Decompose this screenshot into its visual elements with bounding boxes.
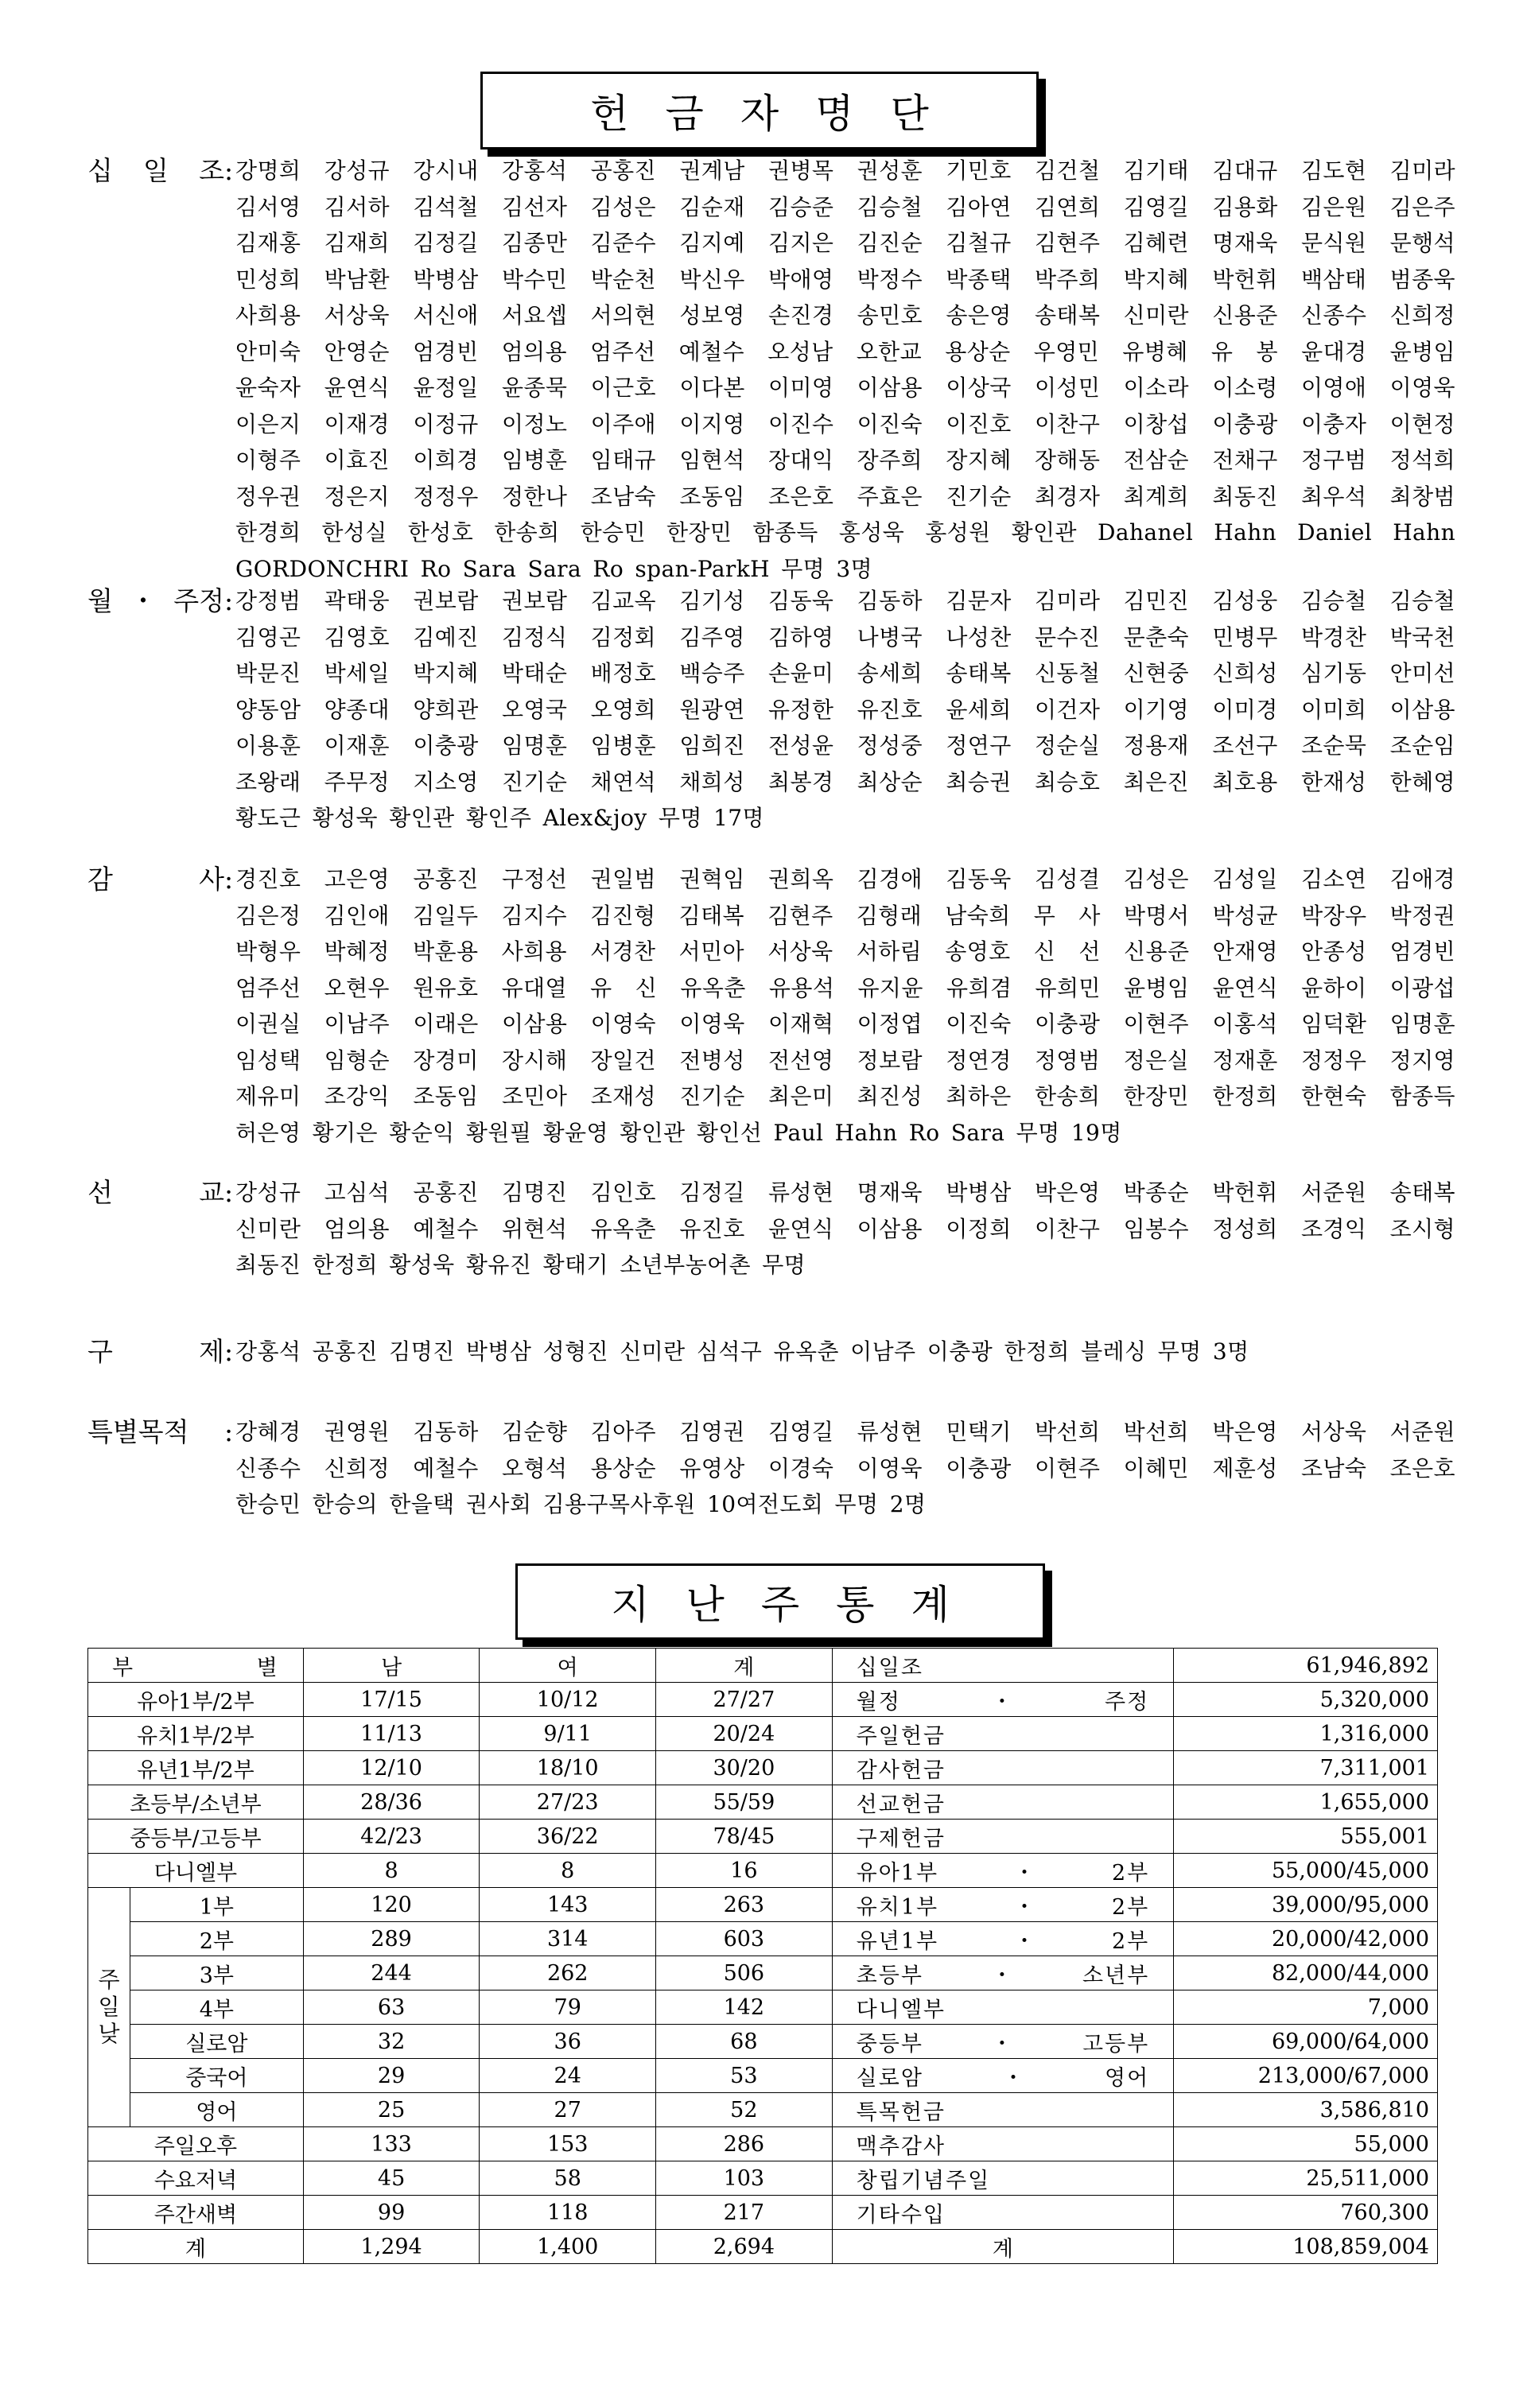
table-row <box>88 2196 1438 2230</box>
section-special <box>87 1414 1455 1523</box>
female-count: 118 <box>480 2196 656 2230</box>
donor-line: 임성택 임형순 장경미 장시해 장일건 전병성 전선영 정보람 정연경 정영범 정은실 정재훈 정정우 정지영 <box>235 1047 1455 1074</box>
total-count: 263 <box>656 1888 833 1922</box>
dept-name: 유년1부/2부 <box>88 1751 304 1785</box>
section-thanks <box>87 861 1455 1151</box>
donor-line: 강명희 강성규 강시내 강홍석 공홍진 권계남 권병목 권성훈 기민호 김건철 김기태 김대규 김도현 김미라 <box>235 157 1455 184</box>
donor-line: 김서영 김서하 김석철 김선자 김성은 김순재 김승준 김승철 김아연 김연희 김영길 김용화 김은원 김은주 <box>235 193 1455 220</box>
offering-category: 감사헌금 <box>832 1751 1174 1785</box>
female-count: 314 <box>480 1922 656 1956</box>
donor-line: 양동암 양종대 양희관 오영국 오영희 원광연 유정한 유진호 윤세희 이건자 이기영 이미경 이미희 이삼용 <box>235 696 1455 723</box>
offering-category: 선교헌금 <box>832 1785 1174 1820</box>
table-row <box>88 1888 1438 1922</box>
female-count: 18/10 <box>480 1751 656 1785</box>
donor-line: 조왕래 주무정 지소영 진기순 채연석 채희성 최봉경 최상순 최승권 최승호 최은진 최호용 한재성 한혜영 <box>235 768 1455 795</box>
table-row <box>88 1683 1438 1717</box>
donor-names <box>235 1414 1455 1523</box>
donor-line: 허은영 황기은 황순익 황원필 황윤영 황인관 황인선 Paul Hahn Ro Sara 무명 19명 <box>235 1119 1122 1146</box>
total-count: 142 <box>656 1990 833 2025</box>
section-colon: : <box>224 1416 234 1447</box>
grand-total-count: 2,694 <box>656 2230 833 2264</box>
male-count: 32 <box>303 2025 480 2059</box>
section-colon: : <box>224 864 234 895</box>
dept-name: 3부 <box>130 1956 303 1990</box>
donor-line: 이은지 이재경 이정규 이정노 이주애 이지영 이진수 이진숙 이진호 이찬구 이창섭 이충광 이충자 이현정 <box>235 410 1455 437</box>
dept-name: 2부 <box>130 1922 303 1956</box>
total-count: 53 <box>656 2059 833 2093</box>
dept-name: 4부 <box>130 1990 303 2025</box>
total-count: 16 <box>656 1854 833 1888</box>
female-count: 79 <box>480 1990 656 2025</box>
donor-names <box>235 861 1455 1151</box>
offering-category: 특목헌금 <box>832 2093 1174 2127</box>
donor-line: 김은정 김인애 김일두 김지수 김진형 김태복 김현주 김형래 남숙희 무 사 박명서 박성균 박장우 박정권 <box>235 902 1455 929</box>
male-count: 244 <box>303 1956 480 1990</box>
donor-line: 한승민 한승의 한을택 권사회 김용구목사후원 10여전도회 무명 2명 <box>235 1491 927 1517</box>
male-count: 120 <box>303 1888 480 1922</box>
donor-line: 안미숙 안영순 엄경빈 엄의용 엄주선 예철수 오성남 오한교 용상순 우영민 유병혜 유 봉 윤대경 윤병임 <box>235 338 1455 365</box>
total-count: 68 <box>656 2025 833 2059</box>
female-count: 9/11 <box>480 1717 656 1751</box>
female-count: 8 <box>480 1854 656 1888</box>
donor-line: 박문진 박세일 박지혜 박태순 배정호 백승주 손윤미 송세희 송태복 신동철 신현중 신희성 심기동 안미선 <box>235 660 1455 686</box>
offering-category: 다니엘부 <box>832 1990 1174 2025</box>
donor-line: 신미란 엄의용 예철수 위현석 유옥춘 유진호 윤연식 이삼용 이정희 이찬구 임봉수 정성희 조경익 조시형 <box>235 1215 1455 1242</box>
dept-name: 주간새벽 <box>88 2196 304 2230</box>
donor-line: 한경희 한성실 한성호 한송희 한승민 한장민 함종득 홍성욱 홍성원 황인관 Dahanel Hahn Daniel Hahn <box>235 519 1455 546</box>
offering-amount: 5,320,000 <box>1174 1683 1438 1717</box>
offering-category: 맥추감사 <box>832 2127 1174 2161</box>
offering-category: 월정・주정 <box>832 1683 1174 1717</box>
dept-name: 영어 <box>130 2093 303 2127</box>
donor-names <box>235 1334 1455 1370</box>
weekly-stats-table <box>87 1648 1438 2264</box>
donor-line: 신종수 신희정 예철수 오형석 용상순 유영상 이경숙 이영욱 이충광 이현주 이혜민 제훈성 조남숙 조은호 <box>235 1455 1455 1482</box>
total-count: 103 <box>656 2161 833 2196</box>
donor-line: 최동진 한정희 황성욱 황유진 황태기 소년부농어촌 무명 <box>235 1252 806 1278</box>
male-total: 1,294 <box>303 2230 480 2264</box>
donor-names <box>235 1175 1455 1284</box>
male-count: 11/13 <box>303 1717 480 1751</box>
dept-name: 수요저녁 <box>88 2161 304 2196</box>
female-count: 10/12 <box>480 1683 656 1717</box>
offering-category: 창립기념주일 <box>832 2161 1174 2196</box>
offering-amount: 760,300 <box>1174 2196 1438 2230</box>
section-tithe <box>87 153 1455 587</box>
total-count: 286 <box>656 2127 833 2161</box>
dept-name: 중등부/고등부 <box>88 1820 304 1854</box>
offering-category: 실로암・영어 <box>832 2059 1174 2093</box>
offering-amount: 7,000 <box>1174 1990 1438 2025</box>
offering-category: 중등부・고등부 <box>832 2025 1174 2059</box>
header-male: 남 <box>303 1649 480 1683</box>
female-count: 27 <box>480 2093 656 2127</box>
table-row <box>88 2025 1438 2059</box>
female-count: 143 <box>480 1888 656 1922</box>
table-row <box>88 2161 1438 2196</box>
donor-line: 윤숙자 윤연식 윤정일 윤종묵 이근호 이다본 이미영 이삼용 이상국 이성민 이소라 이소령 이영애 이영욱 <box>235 375 1455 401</box>
offering-amount: 82,000/44,000 <box>1174 1956 1438 1990</box>
offering-amount: 39,000/95,000 <box>1174 1888 1438 1922</box>
donor-line: 이형주 이효진 이희경 임병훈 임태규 임현석 장대익 장주희 장지혜 장해동 전삼순 전채구 정구범 정석희 <box>235 447 1455 473</box>
total-count: 603 <box>656 1922 833 1956</box>
section-colon: : <box>224 1177 234 1208</box>
table-row <box>88 2059 1438 2093</box>
weekly-stats-title: 지난주통계 <box>515 1563 1045 1640</box>
offering-amount: 20,000/42,000 <box>1174 1922 1438 1956</box>
table-row <box>88 1922 1438 1956</box>
male-count: 133 <box>303 2127 480 2161</box>
offering-category: 구제헌금 <box>832 1820 1174 1854</box>
female-count: 36/22 <box>480 1820 656 1854</box>
female-total: 1,400 <box>480 2230 656 2264</box>
female-count: 262 <box>480 1956 656 1990</box>
dept-name: 초등부/소년부 <box>88 1785 304 1820</box>
section-monthly <box>87 583 1455 837</box>
total-label: 계 <box>88 2230 304 2264</box>
section-label: 선 교 <box>87 1177 224 1208</box>
female-count: 24 <box>480 2059 656 2093</box>
total-count: 506 <box>656 1956 833 1990</box>
male-count: 45 <box>303 2161 480 2196</box>
donor-line: 강성규 고심석 공홍진 김명진 김인호 김정길 류성현 명재욱 박병삼 박은영 박종순 박헌휘 서준원 송태복 <box>235 1179 1455 1206</box>
male-count: 8 <box>303 1854 480 1888</box>
male-count: 17/15 <box>303 1683 480 1717</box>
offering-category: 유치1부・2부 <box>832 1888 1174 1922</box>
donor-list-title: 헌금자명단 <box>480 72 1039 150</box>
table-row <box>88 1785 1438 1820</box>
female-count: 27/23 <box>480 1785 656 1820</box>
table-row <box>88 1717 1438 1751</box>
donor-line: 사희용 서상욱 서신애 서요셉 서의현 성보영 손진경 송민호 송은영 송태복 신미란 신용준 신종수 신희정 <box>235 302 1455 328</box>
total-count: 30/20 <box>656 1751 833 1785</box>
header-female: 여 <box>480 1649 656 1683</box>
donor-line: 박형우 박혜정 박훈용 사희용 서경찬 서민아 서상욱 서하림 송영호 신 선 신용준 안재영 안종성 엄경빈 <box>235 938 1455 965</box>
donor-line: 이권실 이남주 이래은 이삼용 이영숙 이영욱 이재혁 이정엽 이진숙 이충광 이현주 이홍석 임덕환 임명훈 <box>235 1011 1455 1037</box>
offering-amount: 55,000 <box>1174 2127 1438 2161</box>
sunday-label-char: 낮 <box>98 2021 120 2047</box>
section-mission <box>87 1175 1455 1284</box>
offering-category: 기타수입 <box>832 2196 1174 2230</box>
offering-category: 십일조 <box>832 1649 1174 1683</box>
donor-line: 강정범 곽태웅 권보람 권보람 김교옥 김기성 김동욱 김동하 김문자 김미라 김민진 김성웅 김승철 김승철 <box>235 588 1455 614</box>
offering-amount: 1,316,000 <box>1174 1717 1438 1751</box>
male-count: 99 <box>303 2196 480 2230</box>
table-row <box>88 2230 1438 2264</box>
female-count: 153 <box>480 2127 656 2161</box>
section-label: 감 사 <box>87 864 224 895</box>
header-total: 계 <box>656 1649 833 1683</box>
donor-line: 강혜경 권영원 김동하 김순향 김아주 김영권 김영길 류성현 민택기 박선희 박선희 박은영 서상욱 서준원 <box>235 1419 1455 1445</box>
donor-line: 황도근 황성욱 황인관 황인주 Alex&joy 무명 17명 <box>235 805 764 831</box>
sunday-label <box>88 1888 130 2127</box>
table-row <box>88 1990 1438 2025</box>
offering-category: 주일헌금 <box>832 1717 1174 1751</box>
donor-line: 이용훈 이재훈 이충광 임명훈 임병훈 임희진 전성윤 정성중 정연구 정순실 정용재 조선구 조순묵 조순임 <box>235 732 1455 759</box>
table-row <box>88 1820 1438 1854</box>
donor-line: 경진호 고은영 공홍진 구정선 권일범 권혁임 권희옥 김경애 김동욱 김성결 김성은 김성일 김소연 김애경 <box>235 866 1455 892</box>
donor-names <box>235 583 1455 837</box>
total-count: 217 <box>656 2196 833 2230</box>
offering-category: 유아1부・2부 <box>832 1854 1174 1888</box>
offering-category: 초등부・소년부 <box>832 1956 1174 1990</box>
dept-name: 실로암 <box>130 2025 303 2059</box>
offering-amount: 61,946,892 <box>1174 1649 1438 1683</box>
male-count: 63 <box>303 1990 480 2025</box>
offering-category: 유년1부・2부 <box>832 1922 1174 1956</box>
section-label: 십 일 조 <box>87 155 224 186</box>
offering-total-label: 계 <box>832 2230 1174 2264</box>
total-count: 52 <box>656 2093 833 2127</box>
offering-amount: 69,000/64,000 <box>1174 2025 1438 2059</box>
female-count: 58 <box>480 2161 656 2196</box>
donor-line: 민성희 박남환 박병삼 박수민 박순천 박신우 박애영 박정수 박종택 박주희 박지혜 박헌휘 백삼태 범종욱 <box>235 266 1455 293</box>
header-dept: 부 별 <box>88 1649 304 1683</box>
total-count: 55/59 <box>656 1785 833 1820</box>
male-count: 29 <box>303 2059 480 2093</box>
section-colon: : <box>224 585 234 616</box>
donor-line: 김영곤 김영호 김예진 김정식 김정회 김주영 김하영 나병국 나성찬 문수진 문춘숙 민병무 박경찬 박국천 <box>235 623 1455 651</box>
donor-line: 김재홍 김재희 김정길 김종만 김준수 김지예 김지은 김진순 김철규 김현주 김혜련 명재욱 문식원 문행석 <box>235 230 1455 256</box>
female-count: 36 <box>480 2025 656 2059</box>
donor-names <box>235 153 1455 587</box>
table-row <box>88 1649 1438 1683</box>
male-count: 28/36 <box>303 1785 480 1820</box>
table-row <box>88 1854 1438 1888</box>
sunday-label-char: 주 <box>98 1967 120 1993</box>
dept-name: 유치1부/2부 <box>88 1717 304 1751</box>
male-count: 25 <box>303 2093 480 2127</box>
total-count: 27/27 <box>656 1683 833 1717</box>
table-row <box>88 1751 1438 1785</box>
dept-name: 주일오후 <box>88 2127 304 2161</box>
offering-total-amount: 108,859,004 <box>1174 2230 1438 2264</box>
dept-name: 1부 <box>130 1888 303 1922</box>
offering-amount: 555,001 <box>1174 1820 1438 1854</box>
dept-name: 중국어 <box>130 2059 303 2093</box>
offering-amount: 1,655,000 <box>1174 1785 1438 1820</box>
donor-line: GORDONCHRI Ro Sara Sara Ro span-ParkH 무명 3명 <box>235 555 873 582</box>
offering-amount: 25,511,000 <box>1174 2161 1438 2196</box>
offering-amount: 213,000/67,000 <box>1174 2059 1438 2093</box>
donor-line: 강홍석 공홍진 김명진 박병삼 성형진 신미란 심석구 유옥춘 이남주 이충광 한정희 블레싱 무명 3명 <box>235 1338 1249 1365</box>
total-count: 78/45 <box>656 1820 833 1854</box>
table-row <box>88 2093 1438 2127</box>
offering-amount: 55,000/45,000 <box>1174 1854 1438 1888</box>
offering-amount: 3,586,810 <box>1174 2093 1438 2127</box>
donor-line: 정우권 정은지 정정우 정한나 조남숙 조동임 조은호 주효은 진기순 최경자 최계희 최동진 최우석 최창범 <box>235 483 1455 510</box>
donor-line: 제유미 조강익 조동임 조민아 조재성 진기순 최은미 최진성 최하은 한송희 한장민 한정희 한현숙 함종득 <box>235 1083 1455 1109</box>
male-count: 42/23 <box>303 1820 480 1854</box>
sunday-label-char: 일 <box>98 1994 120 2020</box>
section-label: 구 제 <box>87 1336 224 1367</box>
donor-line: 엄주선 오현우 원유호 유대열 유 신 유옥춘 유용석 유지윤 유희겸 유희민 윤병임 윤연식 윤하이 이광섭 <box>235 974 1455 1001</box>
section-label: 특별목적 <box>87 1416 189 1447</box>
dept-name: 다니엘부 <box>88 1854 304 1888</box>
dept-name: 유아1부/2부 <box>88 1683 304 1717</box>
table-row <box>88 1956 1438 1990</box>
male-count: 289 <box>303 1922 480 1956</box>
offering-amount: 7,311,001 <box>1174 1751 1438 1785</box>
table-row <box>88 2127 1438 2161</box>
section-colon: : <box>224 155 234 186</box>
section-colon: : <box>224 1336 234 1367</box>
male-count: 12/10 <box>303 1751 480 1785</box>
section-relief <box>87 1334 1455 1370</box>
total-count: 20/24 <box>656 1717 833 1751</box>
section-label: 월・주정 <box>87 585 224 616</box>
